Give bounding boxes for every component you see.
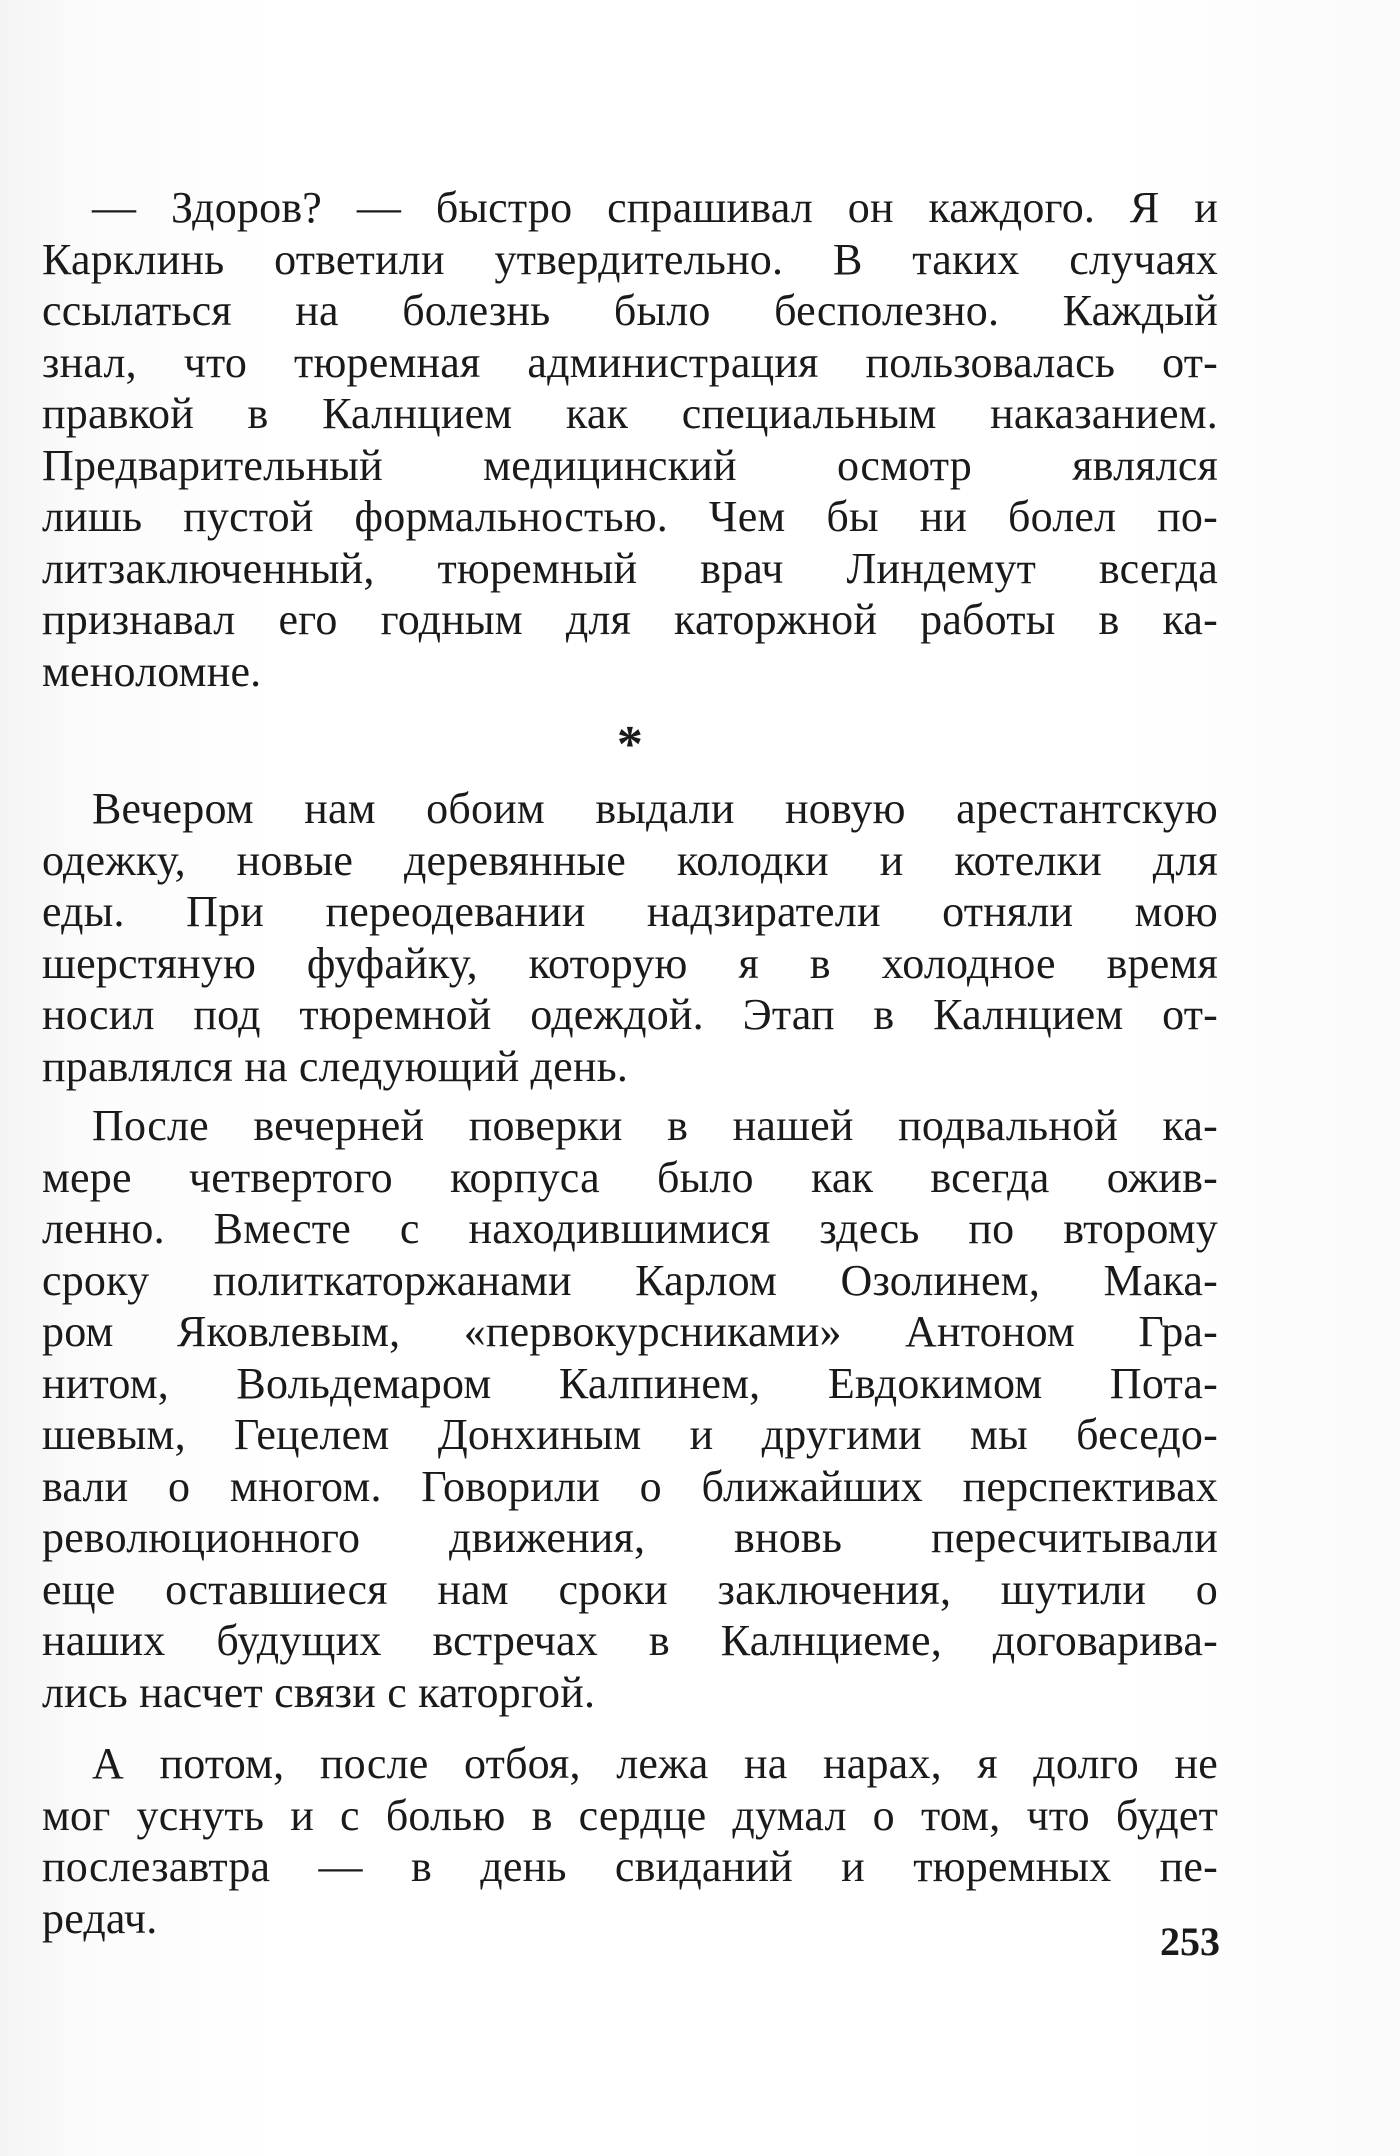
text-line: шерстяную фуфайку, которую я в холодное время <box>42 938 1218 988</box>
text-line: мере четвертого корпуса было как всегда ожив- <box>42 1152 1218 1202</box>
paragraph-gap <box>42 1092 1218 1100</box>
text-line: Вечером нам обоим выдали новую арестантскую <box>92 784 1218 833</box>
text-line: Предварительный медицинский осмотр являлся <box>42 440 1218 490</box>
paragraph <box>42 783 1218 1092</box>
paragraph <box>42 182 1218 697</box>
section-separator: * <box>616 716 644 773</box>
text-line: вали о многом. Говорили о ближайших перспективах <box>42 1461 1218 1511</box>
text-line: знал, что тюремная администрация пользовалась от- <box>42 337 1218 387</box>
text-line: ром Яковлевым, «первокурсниками» Антоном Гра- <box>42 1307 1218 1356</box>
text-line: мог уснуть и с болью в сердце думал о том, что будет <box>42 1790 1218 1840</box>
text-line: революционного движения, вновь пересчитывали <box>42 1513 1218 1562</box>
page-text <box>42 182 1218 1944</box>
text-line: ссылаться на болезнь было бесполезно. Каждый <box>42 286 1218 335</box>
text-line: наших будущих встречах в Калнциеме, договарива- <box>42 1616 1218 1665</box>
text-line: еще оставшиеся нам сроки заключения, шутили о <box>42 1564 1218 1614</box>
page-number: 253 <box>1160 1919 1220 1964</box>
text-line: носил под тюремной одеждой. Этап в Калнцием от- <box>42 990 1218 1039</box>
text-line: сроку политкаторжанами Карлом Озолинем, Мака- <box>42 1255 1218 1305</box>
text-line: литзаключенный, тюремный врач Линдемут всегда <box>42 543 1218 593</box>
text-line: правлялся на следующий день. <box>42 1041 629 1091</box>
paragraph <box>42 1100 1218 1718</box>
paragraph-gap <box>42 1718 1218 1738</box>
text-line: еды. При переодевании надзиратели отняли мою <box>42 887 1218 936</box>
text-line: ленно. Вместе с находившимися здесь по второму <box>42 1204 1218 1253</box>
text-line: лишь пустой формальностью. Чем бы ни болел по- <box>42 492 1218 541</box>
text-line: А потом, после отбоя, лежа на нарах, я долго не <box>92 1739 1218 1788</box>
text-line: — Здоров? — быстро спрашивал он каждого. Я и <box>92 183 1218 232</box>
text-line: правкой в Калнцием как специальным наказанием. <box>42 389 1218 438</box>
text-line: признавал его годным для каторжной работы в ка- <box>42 595 1218 644</box>
text-line: послезавтра — в день свиданий и тюремных пе- <box>42 1842 1218 1891</box>
text-line: нитом, Вольдемаром Калпинем, Евдокимом Пота- <box>42 1358 1218 1408</box>
paragraph <box>42 1738 1218 1944</box>
text-line: Карклинь ответили утвердительно. В таких случаях <box>42 234 1218 284</box>
text-line: После вечерней поверки в нашей подвальной ка- <box>92 1101 1218 1150</box>
text-line: шевым, Гецелем Донхиным и другими мы беседо- <box>42 1410 1218 1459</box>
text-line: одежку, новые деревянные колодки и котелки для <box>42 835 1218 885</box>
text-line: редач. <box>42 1893 158 1943</box>
text-line: лись насчет связи с каторгой. <box>42 1667 596 1717</box>
text-line: меноломне. <box>42 646 262 696</box>
